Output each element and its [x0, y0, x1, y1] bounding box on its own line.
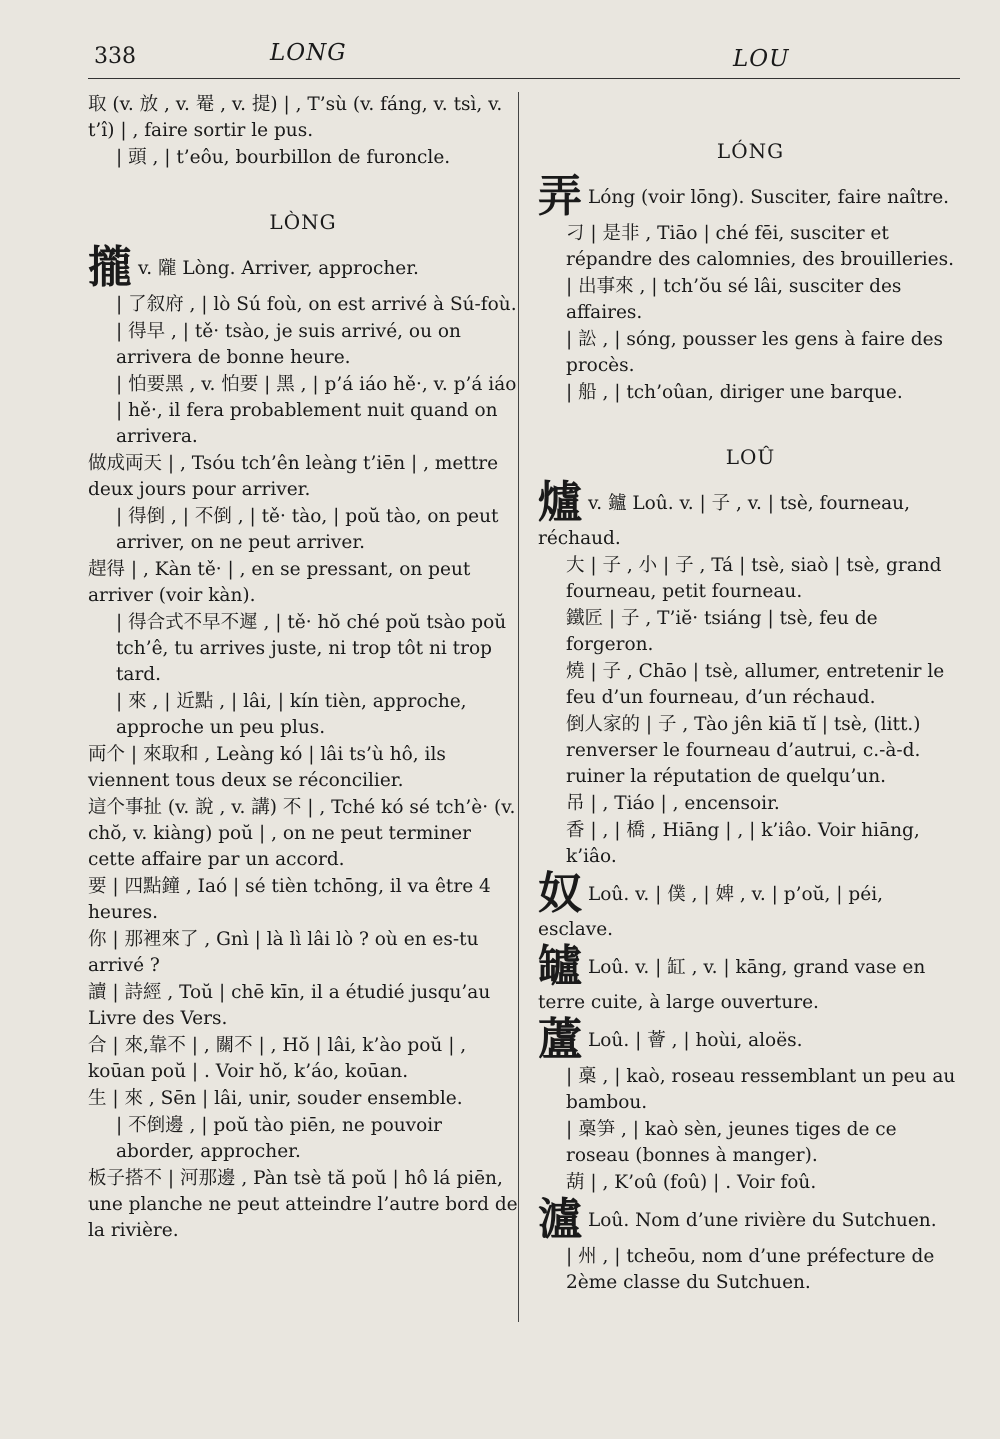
dictionary-entry: [88, 610, 518, 688]
dictionary-entry: [88, 451, 518, 503]
entry-text: 要 | 四點鐘 , Iaó | sé tièn tchōng, il va être 4 heures.: [88, 876, 491, 923]
entry-text: | 了叙府 , | lò Sú foù, on est arrivé à Sú-foù.: [116, 294, 517, 315]
headword-entry: [538, 1014, 963, 1065]
section-heading: LOÛ: [725, 445, 776, 469]
entry-text: 你 | 那裡來了 , Gnì | là lì lâi lò ? où en es-tu arrivé ?: [88, 929, 479, 976]
entry-text: | 槀 , | kaò, roseau ressemblant un peu au bambou.: [566, 1066, 956, 1113]
entry-text: | 州 , | tcheōu, nom d’une préfecture de 2ème classe du Sutchuen.: [566, 1246, 935, 1293]
headword-character: 爐: [538, 477, 582, 528]
page-header: [88, 38, 960, 79]
headword-character: 奴: [538, 868, 582, 919]
entry-text: v. 鑪 Loû. v. | 子 , v. | tsè, fourneau, réchaud.: [538, 493, 910, 549]
dictionary-entry: [538, 274, 963, 326]
entry-text: | 怕要黑 , v. 怕要 | 黑 , | p’á iáo hě·, v. p’á iáo | hě·, il fera probablement nuit quand on arrivera.: [116, 374, 517, 447]
entry-text: | 出事來 , | tch’ŏu sé lâi, susciter des affaires.: [566, 276, 902, 323]
dictionary-entry: [88, 292, 518, 318]
entry-text: 鐵匠 | 子 , T’iĕ· tsiáng | tsè, feu de forgeron.: [566, 608, 878, 655]
section-heading: LÓNG: [716, 139, 785, 163]
dictionary-entry: [538, 1064, 963, 1116]
dictionary-entry: [538, 221, 963, 273]
dictionary-entry: [538, 606, 963, 658]
entry-text: Lóng (voir lōng). Susciter, faire naître.: [588, 187, 950, 208]
headword-entry: [538, 477, 963, 552]
entry-text: v. 隴 Lòng. Arriver, approcher.: [138, 258, 419, 279]
headword-character: 罏: [538, 941, 582, 992]
page-number: 338: [94, 44, 136, 69]
entry-text: 做成両天 | , Tsóu tch’ên leàng t’iēn | , mettre deux jours pour arriver.: [88, 453, 499, 500]
dictionary-entry: [88, 795, 518, 873]
entry-text: 燒 | 子 , Chāo | tsè, allumer, entretenir le feu d’un fourneau, d’un réchaud.: [566, 661, 945, 708]
headword-character: 弄: [538, 171, 582, 222]
entry-text: | 槀笋 , | kaò sèn, jeunes tiges de ce roseau (bonnes à manger).: [566, 1119, 897, 1166]
running-head-right: LOU: [733, 46, 790, 72]
right-column: [538, 92, 963, 1297]
entry-text: | 得合式不早不遲 , | tě· hŏ ché poŭ tsào poŭ tch’ê, tu arrives juste, ni trop tôt ni trop tard.: [116, 612, 507, 685]
entry-text: 讀 | 詩經 , Toŭ | chē kīn, il a étudié jusqu’au Livre des Vers.: [88, 982, 491, 1029]
dictionary-entry: [88, 319, 518, 371]
dictionary-entry: [538, 659, 963, 711]
dictionary-entry: [88, 557, 518, 609]
dictionary-entry: [88, 742, 518, 794]
section-heading: LÒNG: [269, 210, 337, 234]
dictionary-entry: [538, 791, 963, 817]
entry-text: 倒人家的 | 子 , Tào jên kiā tĭ | tsè, (litt.) renverser le fourneau d’autrui, c.-à-d. ruiner la réputation de quelqu’un.: [566, 714, 921, 787]
dictionary-entry: [538, 1244, 963, 1296]
entry-text: 這个事扯 (v. 說 , v. 講) 不 | , Tché kó sé tch’è· (v. chŏ, v. kiàng) poŭ | , on ne peut terminer cette affaire par un accord.: [88, 797, 516, 870]
entry-text: | 得倒 , | 不倒 , | tě· tào, | poŭ tào, on peut arriver, on ne peut arriver.: [116, 506, 499, 553]
running-head-left: LONG: [270, 40, 347, 66]
dictionary-entry: [88, 92, 518, 144]
entry-text: 葫 | , K’oû (foû) | . Voir foû.: [566, 1172, 817, 1193]
headword-character: 蘆: [538, 1014, 582, 1065]
dictionary-entry: [88, 1033, 518, 1085]
entry-text: | 船 , | tch’oûan, diriger une barque.: [566, 382, 903, 403]
headword-character: 攏: [88, 242, 132, 293]
entry-text: 吊 | , Tiáo | , encensoir.: [566, 793, 780, 814]
column-divider: [518, 92, 519, 1322]
dictionary-entry: [538, 327, 963, 379]
headword-character: 瀘: [538, 1194, 582, 1245]
left-column: [88, 92, 518, 1245]
dictionary-entry: [88, 874, 518, 926]
headword-entry: [538, 171, 963, 222]
dictionary-entry: [538, 712, 963, 790]
entry-text: 趕得 | , Kàn tě· | , en se pressant, on peut arriver (voir kàn).: [88, 559, 471, 606]
entry-text: 合 | 來,靠不 | , 關不 | , Hŏ | lâi, k’ào poŭ | , koūan poŭ | . Voir hŏ, k’áo, koūan.: [88, 1035, 467, 1082]
entry-text: 取 (v. 放 , v. 罨 , v. 提) | , T’sù (v. fáng, v. tsì, v. t’î) | , faire sortir le pus.: [88, 94, 503, 141]
dictionary-entry: [538, 1117, 963, 1169]
entry-text: 大 | 子 , 小 | 子 , Tá | tsè, siaò | tsè, grand fourneau, petit fourneau.: [566, 555, 942, 602]
entry-text: | 來 , | 近點 , | lâi, | kín tièn, approche, approche un peu plus.: [116, 691, 467, 738]
dictionary-entry: [88, 372, 518, 450]
headword-entry: [538, 1194, 963, 1245]
dictionary-entry: [88, 504, 518, 556]
entry-text: Loû. v. | 缸 , v. | kāng, grand vase en terre cuite, à large ouverture.: [538, 957, 926, 1013]
entry-text: 香 | , | 橋 , Hiāng | , | k’iâo. Voir hiāng, k’iâo.: [566, 820, 920, 867]
entry-text: 刁 | 是非 , Tiāo | ché fēi, susciter et répandre des calomnies, des brouilleries.: [566, 223, 954, 270]
entry-text: | 不倒邊 , | poŭ tào piēn, ne pouvoir aborder, approcher.: [116, 1115, 442, 1162]
entry-text: | 得早 , | tě· tsào, je suis arrivé, ou on arrivera de bonne heure.: [116, 321, 461, 368]
entry-text: 生 | 來 , Sēn | lâi, unir, souder ensemble.: [88, 1088, 463, 1109]
headword-entry: [538, 868, 963, 943]
entry-text: 板子搭不 | 河那邊 , Pàn tsè tă poŭ | hô lá piēn, une planche ne peut atteindre l’autre bord de la rivière.: [88, 1168, 518, 1241]
dictionary-entry: [88, 980, 518, 1032]
dictionary-entry: [88, 1166, 518, 1244]
dictionary-entry: [88, 1086, 518, 1112]
entry-text: Loû. Nom d’une rivière du Sutchuen.: [588, 1210, 937, 1231]
dictionary-entry: [88, 145, 518, 171]
dictionary-entry: [538, 818, 963, 870]
headword-entry: [538, 941, 963, 1016]
entry-text: Loû. | 薈 , | hoùi, aloës.: [588, 1030, 803, 1051]
entry-text: | 訟 , | sóng, pousser les gens à faire des procès.: [566, 329, 944, 376]
dictionary-entry: [88, 927, 518, 979]
dictionary-entry: [88, 1113, 518, 1165]
dictionary-entry: [538, 1170, 963, 1196]
dictionary-entry: [538, 380, 963, 406]
headword-entry: [88, 242, 518, 293]
dictionary-entry: [88, 689, 518, 741]
dictionary-entry: [538, 553, 963, 605]
entry-text: | 頭 , | t’eôu, bourbillon de furoncle.: [116, 147, 451, 168]
entry-text: Loû. v. | 僕 , | 婢 , v. | p’oŭ, | péi, esclave.: [538, 884, 883, 940]
entry-text: 両个 | 來取和 , Leàng kó | lâi ts’ù hô, ils viennent tous deux se réconcilier.: [88, 744, 446, 791]
